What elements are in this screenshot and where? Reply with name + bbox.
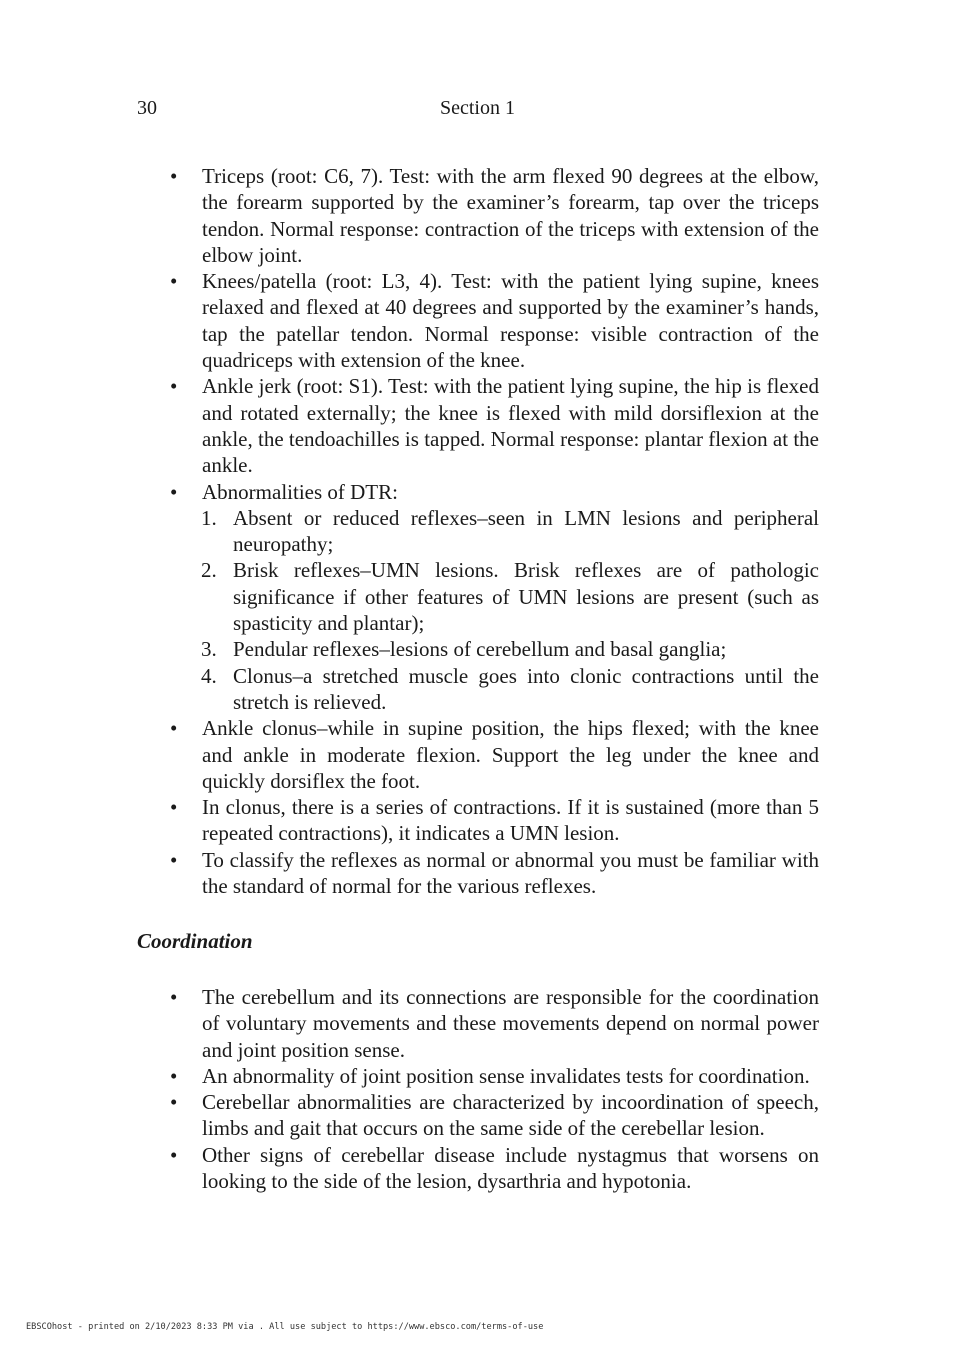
- numbered-item: [165, 505, 819, 558]
- numbered-item: [165, 663, 819, 716]
- list-item: • In clonus, there is a series of contractions. If it is sustained (more than 5 repeated contractions), it indicates a UMN lesion.: [165, 794, 819, 847]
- numbered-item: [165, 557, 819, 636]
- list-item: • An abnormality of joint position sense invalidates tests for coordination.: [165, 1063, 819, 1089]
- item-number: 4.: [201, 663, 217, 688]
- print-footer: EBSCOhost - printed on 2/10/2023 8:33 PM via . All use subject to https://www.ebsco.com/terms-of-use: [26, 1322, 544, 1332]
- running-head: Section 1: [440, 97, 515, 119]
- item-text: Clonus–a stretched muscle goes into clonic contractions until the stretch is relieved.: [233, 663, 819, 714]
- numbered-item: [165, 636, 819, 662]
- list-item: • The cerebellum and its connections are responsible for the coordination of voluntary movements and these movements depend on normal power and joint position sense.: [165, 984, 819, 1063]
- item-text: Absent or reduced reflexes–seen in LMN lesions and peripheral neuropathy;: [233, 505, 819, 557]
- section-heading: Coordination: [137, 929, 253, 953]
- list-item: • Triceps (root: C6, 7). Test: with the arm flexed 90 degrees at the elbow, the forearm supported by the examiner’s forearm, tap over the triceps tendon. Normal response: contraction of the triceps with extension of the elbow joint.: [165, 163, 819, 268]
- list-item: • Ankle jerk (root: S1). Test: with the patient lying supine, the hip is flexed and rotated externally; the knee is flexed with mild dorsiflexion at the ankle, the tendoachilles is tapped. Normal response: plantar flexion at the ankle.: [165, 373, 819, 478]
- list-item: • Knees/patella (root: L3, 4). Test: with the patient lying supine, knees relaxed and flexed at 40 degrees and supported by the examiner’s hands, tap the patellar tendon. Normal response: visible contraction of the quadriceps with extension of the knee.: [165, 268, 819, 373]
- list-item: • Ankle clonus–while in supine position, the hips flexed; with the knee and ankle in moderate flexion. Support the leg under the knee and quickly dorsiflex the foot.: [165, 715, 819, 794]
- list-item: • To classify the reflexes as normal or abnormal you must be familiar with the standard of normal for the various reflexes.: [165, 847, 819, 900]
- page-number: 30: [137, 97, 157, 119]
- item-number: 2.: [201, 558, 217, 583]
- list-item: • Cerebellar abnormalities are characterized by incoordination of speech, limbs and gait that occurs on the same side of the cerebellar lesion.: [165, 1089, 819, 1142]
- list-item: • Abnormalities of DTR:: [165, 479, 819, 505]
- item-number: 3.: [201, 637, 217, 662]
- coordination-list: [165, 984, 819, 1194]
- item-text: Pendular reflexes–lesions of cerebellum and basal ganglia;: [233, 637, 727, 662]
- item-text: Brisk reflexes–UMN lesions. Brisk reflexes are of pathologic significance if other features of UMN lesions are present (such as spasticity and plantar);: [233, 558, 819, 636]
- list-item: • Other signs of cerebellar disease include nystagmus that worsens on looking to the side of the lesion, dysarthria and hypotonia.: [165, 1142, 819, 1195]
- item-number: 1.: [201, 505, 217, 530]
- reflex-list: [165, 163, 819, 899]
